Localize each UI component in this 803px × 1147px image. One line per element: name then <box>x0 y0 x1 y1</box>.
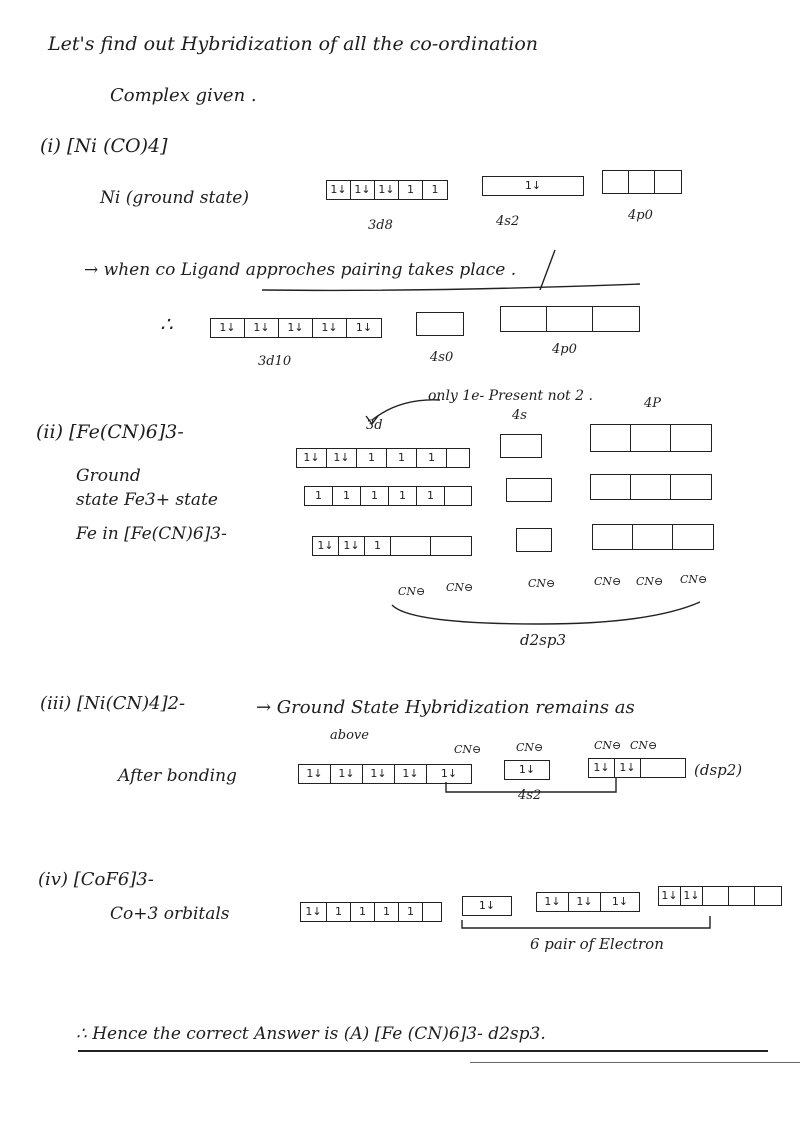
cn-ligand-label: CN⊖ <box>594 739 622 752</box>
orbital-cell: 1 <box>399 181 423 199</box>
orbital-cell: 1↓ <box>313 537 339 555</box>
therefore-symbol: ∴ <box>160 312 173 336</box>
cn-ligand-label: CN⊖ <box>680 573 708 586</box>
part2-hybridization: d2sp3 <box>520 631 566 649</box>
cn-ligand-label: CN⊖ <box>636 575 664 588</box>
orbital-cell: 1↓ <box>355 321 373 334</box>
orbital-cell: 1↓ <box>518 763 536 776</box>
orbital-cell: 1↓ <box>440 767 458 780</box>
part3-hybridization: (dsp2) <box>694 761 743 779</box>
part2-ground-label: Ground <box>76 466 141 486</box>
orbital-cell: 1↓ <box>681 887 703 905</box>
part1-3d-label: 3d8 <box>368 218 393 233</box>
orbital-cell: 1↓ <box>363 765 395 783</box>
dsp2-bracket <box>446 778 616 792</box>
orbital-cell: 1↓ <box>211 319 245 337</box>
orbital-cell: 1 <box>333 487 361 505</box>
pairing-underline <box>262 284 640 290</box>
orbital-cell: 1↓ <box>478 899 496 912</box>
cn-ligand-label: CN⊖ <box>446 581 474 594</box>
cn-ligand-label: CN⊖ <box>594 575 622 588</box>
part1-4p-label: 4p0 <box>628 208 653 223</box>
orbital-cell: 1↓ <box>297 449 327 467</box>
cn-ligand-label: CN⊖ <box>630 739 658 752</box>
orbital-cell: 1 <box>327 903 351 921</box>
orbital-cell: 1↓ <box>569 893 601 911</box>
orbital-cell: 1↓ <box>327 449 357 467</box>
orbital-cell: 1↓ <box>524 179 542 192</box>
part2-4p-label: 4P <box>644 396 662 411</box>
orbital-cell: 1↓ <box>339 537 365 555</box>
part2-note: only 1e- Present not 2 . <box>428 388 593 404</box>
orbital-cell: 1 <box>361 487 389 505</box>
part4-orbitals-label: Co+3 orbitals <box>110 904 230 924</box>
orbital-cell: 1↓ <box>301 903 327 921</box>
part4-label: (iv) [CoF6]3- <box>38 869 154 890</box>
part1-label: (i) [Ni (CO)4] <box>40 135 168 157</box>
orbital-cell: 1 <box>375 903 399 921</box>
orbital-cell: 1↓ <box>395 765 427 783</box>
part2-state-label: state Fe3+ state <box>76 490 218 510</box>
orbital-cell: 1↓ <box>327 181 351 199</box>
orbital-cell: 1 <box>357 449 387 467</box>
part1-after-4p-label: 4p0 <box>552 342 577 357</box>
pairing-slash <box>540 250 555 290</box>
part1-after-3d-label: 3d10 <box>258 354 292 369</box>
orbital-cell: 1↓ <box>375 181 399 199</box>
part2-3d-label: 3d <box>366 418 383 433</box>
part3-4s-label: 4s2 <box>518 788 542 803</box>
orbital-cell: 1↓ <box>299 765 331 783</box>
part2-label: (ii) [Fe(CN)6]3- <box>36 421 184 443</box>
orbital-cell: 1 <box>351 903 375 921</box>
cn-ligand-label: CN⊖ <box>454 743 482 756</box>
orbital-cell: 1↓ <box>615 759 641 777</box>
orbital-cell: 1↓ <box>659 887 681 905</box>
hybrid-brace <box>392 602 700 624</box>
part3-after-bonding: After bonding <box>118 766 237 786</box>
orbital-cell: 1↓ <box>537 893 569 911</box>
part2-fe-in-label: Fe in [Fe(CN)6]3- <box>76 524 227 544</box>
part4-pairs-note: 6 pair of Electron <box>530 935 664 953</box>
orbital-cell: 1↓ <box>589 759 615 777</box>
sp3d2-bracket <box>462 916 710 928</box>
orbital-cell: 1↓ <box>313 319 347 337</box>
orbital-cell: 1↓ <box>331 765 363 783</box>
pairing-arrow-curve <box>372 400 440 420</box>
orbital-cell: 1 <box>387 449 417 467</box>
heading-line-2: Complex given . <box>110 85 257 106</box>
orbital-cell: 1 <box>305 487 333 505</box>
orbital-cell: 1 <box>431 183 439 196</box>
orbital-cell: 1↓ <box>279 319 313 337</box>
orbital-cell: 1↓ <box>611 895 629 908</box>
part3-label: (iii) [Ni(CN)4]2- <box>40 693 186 714</box>
part1-after-4s-label: 4s0 <box>430 350 454 365</box>
part1-note: → when co Ligand approches pairing takes place . <box>84 260 517 280</box>
cn-ligand-label: CN⊖ <box>528 577 556 590</box>
part3-above: above <box>330 728 369 743</box>
orbital-cell: 1 <box>365 537 391 555</box>
cn-ligand-label: CN⊖ <box>398 585 426 598</box>
orbital-cell: 1 <box>389 487 417 505</box>
orbital-cell: 1 <box>417 449 447 467</box>
part1-ground-label: Ni (ground state) <box>100 188 249 208</box>
part1-4s-label: 4s2 <box>496 214 520 229</box>
heading-line-1: Let's find out Hybridization of all the co-ordination <box>48 33 539 55</box>
part3-note: → Ground State Hybridization remains as <box>256 697 635 718</box>
orbital-cell: 1↓ <box>351 181 375 199</box>
cn-ligand-label: CN⊖ <box>516 741 544 754</box>
orbital-cell: 1 <box>417 487 445 505</box>
orbital-cell: 1 <box>399 903 423 921</box>
part2-4s-label: 4s <box>512 408 527 423</box>
conclusion-text: ∴ Hence the correct Answer is (A) [Fe (CN)6]3- d2sp3. <box>76 1024 546 1044</box>
orbital-cell: 1↓ <box>245 319 279 337</box>
